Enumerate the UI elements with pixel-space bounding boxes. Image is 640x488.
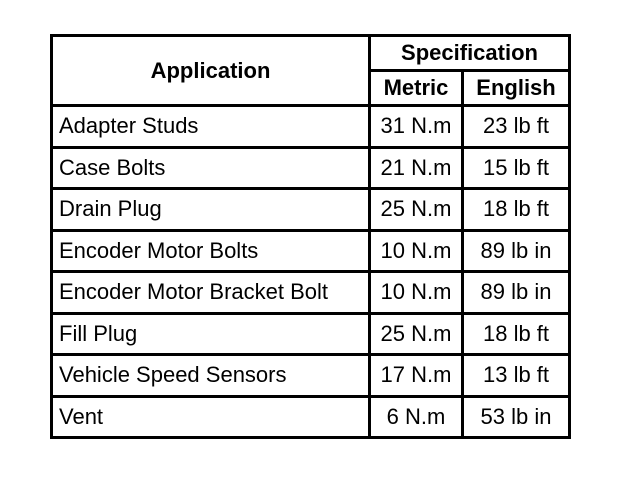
english-cell: 18 lb ft xyxy=(463,313,570,355)
header-application: Application xyxy=(52,36,370,106)
application-cell: Vehicle Speed Sensors xyxy=(52,355,370,397)
application-cell: Vent xyxy=(52,396,370,438)
metric-cell: 21 N.m xyxy=(370,147,463,189)
header-specification: Specification xyxy=(370,36,570,71)
english-cell: 18 lb ft xyxy=(463,189,570,231)
application-cell: Encoder Motor Bolts xyxy=(52,230,370,272)
application-cell: Encoder Motor Bracket Bolt xyxy=(52,272,370,314)
application-cell: Adapter Studs xyxy=(52,106,370,148)
metric-cell: 25 N.m xyxy=(370,189,463,231)
english-cell: 15 lb ft xyxy=(463,147,570,189)
application-cell: Drain Plug xyxy=(52,189,370,231)
application-cell: Fill Plug xyxy=(52,313,370,355)
table-row xyxy=(52,189,570,231)
table-row xyxy=(52,396,570,438)
table-row xyxy=(52,230,570,272)
application-cell: Case Bolts xyxy=(52,147,370,189)
table-row xyxy=(52,147,570,189)
metric-cell: 31 N.m xyxy=(370,106,463,148)
header-metric: Metric xyxy=(370,71,463,106)
english-cell: 53 lb in xyxy=(463,396,570,438)
metric-cell: 6 N.m xyxy=(370,396,463,438)
metric-cell: 10 N.m xyxy=(370,272,463,314)
torque-spec-table xyxy=(50,34,571,439)
english-cell: 23 lb ft xyxy=(463,106,570,148)
table-row xyxy=(52,355,570,397)
metric-cell: 10 N.m xyxy=(370,230,463,272)
table-row xyxy=(52,272,570,314)
header-english: English xyxy=(463,71,570,106)
table-row xyxy=(52,106,570,148)
metric-cell: 25 N.m xyxy=(370,313,463,355)
english-cell: 13 lb ft xyxy=(463,355,570,397)
metric-cell: 17 N.m xyxy=(370,355,463,397)
english-cell: 89 lb in xyxy=(463,230,570,272)
english-cell: 89 lb in xyxy=(463,272,570,314)
table-row xyxy=(52,313,570,355)
